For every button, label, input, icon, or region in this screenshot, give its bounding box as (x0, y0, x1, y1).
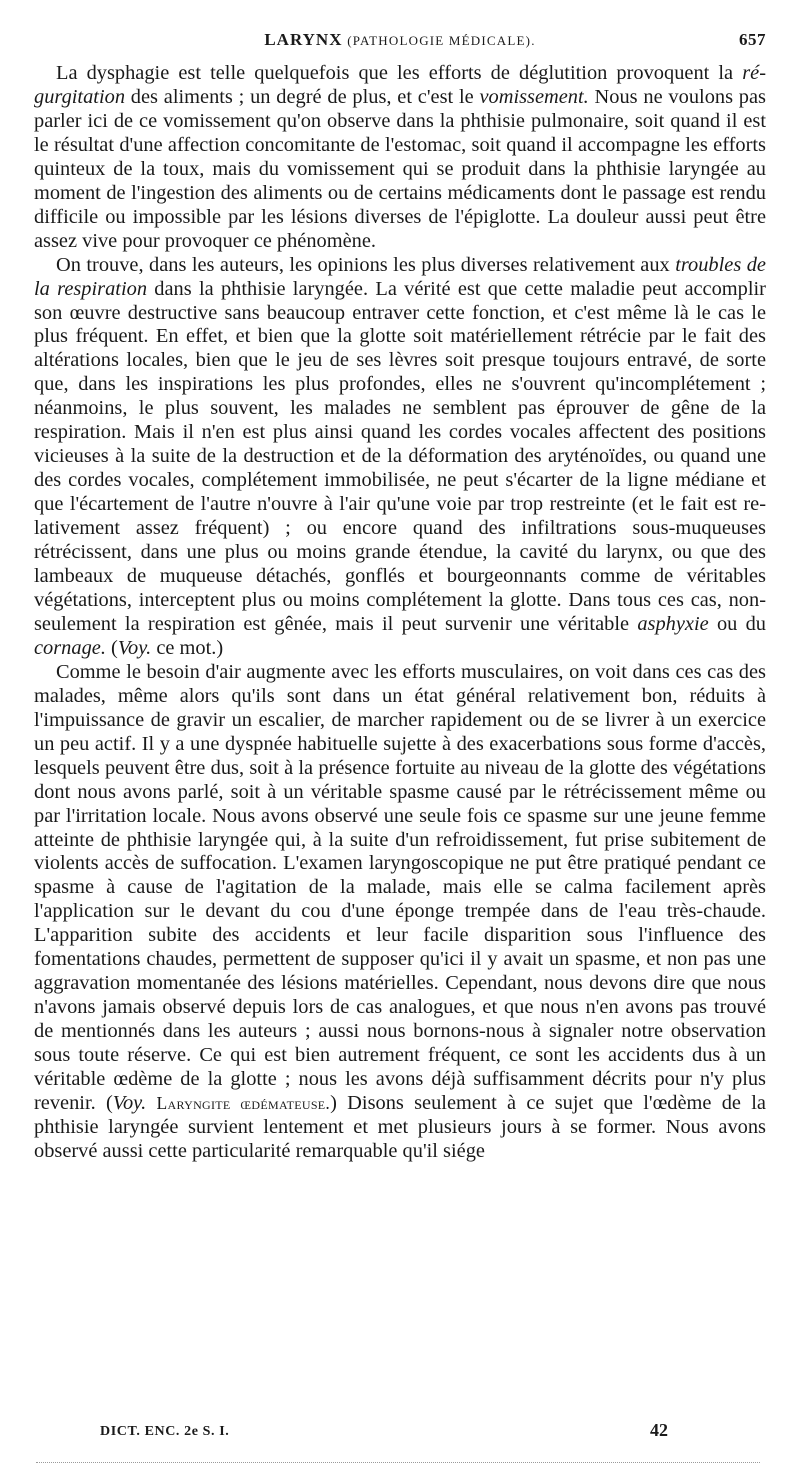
italic-run: Voy. (117, 636, 152, 659)
italic-run: cornage. (34, 636, 106, 659)
italic-run: asphyxie (637, 612, 709, 635)
small-caps-run: Laryngite œdémateuse. (156, 1092, 331, 1113)
text-run: ) Disons seulement à ce sujet que l'œdème de la phthisie laryngée survient lentement et met plusieurs jours à se former. Nous avons observé aussi cette particularité remarquable qu'il siége (34, 1091, 766, 1162)
bottom-dotted-rule (36, 1462, 760, 1463)
body-text (34, 62, 766, 1164)
page-number: 657 (739, 30, 766, 49)
text-run: Comme le besoin d'air augmente avec les efforts musculaires, on voit dans ces cas des malades, même alors qu'ils sont dans un état général relativement bon, réduits à l'impuissance de gravir un escalier, de marcher rapidement ou de se livrer à un exercice un peu actif. Il y a une dyspnée habituelle sujette à des exacerbations sous forme d'accès, lesquels peuvent être dus, soit à la présence fortuite au niveau de la glotte des végétations dont nous avons parlé, soit à un véritable spasme causé par le rétrécissement même ou par l'irritation locale. Nous avons observé une seule fois ce spasme sur une jeune femme atteinte de phthisie laryngée qui, à la suite d'un refroidissement, fut prise subitement de violents accès de suffocation. L'examen laryngoscopique ne put être pratiqué pendant ce spasme à cause de l'agitation de la malade, mais elle se calma facilement après l'application sur le devant du cou d'une éponge trempée dans de l'eau très-chaude. L'apparition subite des accidents et leur facile disparition sous l'influence des fomentations chaudes, permettent de supposer qu'ici il y avait un spasme, et non pas une aggravation momentanée des lésions matérielles. Cependant, nous devons dire que nous n'avons jamais observé depuis lors de cas analogues, et que nous n'en avons pas trouvé de mentionnés dans les auteurs ; aussi nous bornons-nous à signaler notre observation sous toute réserve. Ce qui est bien autrement fréquent, ce sont les accidents dus à un véritable œdème de la glotte ; nous les avons déjà suffisamment décrits pour n'y plus revenir. ( (34, 660, 766, 1114)
paragraph (34, 254, 766, 661)
text-run: Nous ne voulons pas parler ici de ce vomissement qu'on observe dans la phthisie pulmonaire, soit quand il est le résultat d'une affection concomitante de l'estomac, soit quand il accompagne les efforts quinteux de la toux, mais du vomissement qui se produit dans la phthisie laryngée au moment de l'ingestion des aliments ou de certains médicaments dont le passage est rendu difficile ou impossible par les lésions diverses de l'épiglotte. La douleur aussi peut être assez vive pour provoquer ce phénomène. (34, 85, 766, 252)
text-run: dans la phthisie laryngée. La vérité est que cette maladie peut accomplir son œuvre destructive sans beaucoup entraver cette fonction, et c'est même là le cas le plus fréquent. En effet, et bien que la glotte soit matériellement rétrécie par le fait des altérations locales, bien que le jeu de ses lèvres soit presque toujours entravé, de sorte que, dans les inspirations les plus profondes, elles ne s'ouvrent qu'incomplétement ; néanmoins, le plus souvent, les malades ne semblent pas éprouver de gêne de la respiration. Mais il n'en est plus ainsi quand les cordes vocales affectent des positions vicieuses à la suite de la destruction et de la déformation des aryténoïdes, ou quand une des cordes vocales, complétement immobilisée, ne peut s'écarter de la ligne médiane et que l'écartement de l'autre n'ouvre à l'air qu'une voie par trop restreinte (et le fait est relativement assez fréquent) ; ou encore quand des infiltrations sous-muqueuses rétrécissent, dans une plus ou moins grande étendue, la cavité du larynx, ou que des lambeaux de muqueuse détachés, gonflés et bourgeonnants comme de véritables végétations, interceptent plus ou moins complétement la glotte. Dans tous ces cas, non-seulement la respiration est gênée, mais il peut survenir une véritable (34, 277, 766, 635)
paragraph (34, 62, 766, 254)
text-run: ce mot.) (151, 636, 224, 659)
printer-signature: DICT. ENC. 2e S. I. (100, 1424, 230, 1439)
italic-run: vomissement. (479, 85, 589, 108)
text-run (146, 1092, 156, 1114)
text-run: des aliments ; un degré de plus, et c'est le (125, 85, 480, 108)
running-title (34, 30, 766, 50)
running-title-main: LARYNX (264, 30, 343, 49)
text-run: ou du (708, 612, 767, 635)
text-run: ( (105, 636, 118, 659)
page-footer (100, 1420, 680, 1446)
italic-run: troubles de la respiration (34, 253, 766, 300)
running-title-sub: (PATHOLOGIE MÉDICALE). (347, 33, 536, 48)
italic-run: Voy. (112, 1091, 147, 1114)
signature-number: 42 (650, 1420, 668, 1440)
text-run: La dysphagie est telle quelquefois que les efforts de déglutition provoquent la (56, 62, 743, 84)
paragraph (34, 661, 766, 1164)
italic-run: régurgitation (34, 62, 766, 108)
running-head (34, 30, 766, 56)
text-run: On trouve, dans les auteurs, les opinions les plus diverses relativement aux (56, 253, 676, 276)
